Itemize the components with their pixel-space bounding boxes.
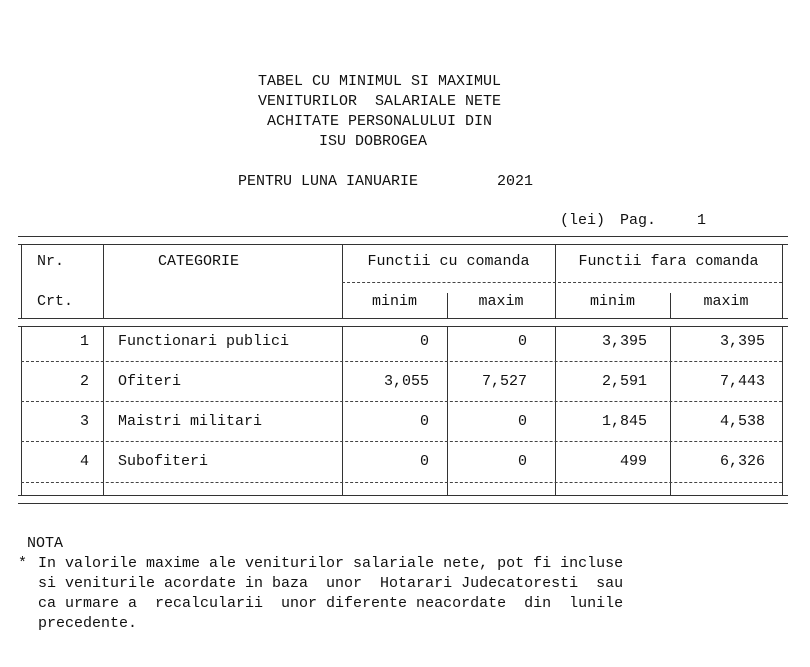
title-line-1: TABEL CU MINIMUL SI MAXIMUL xyxy=(258,73,502,90)
header-crt: Crt. xyxy=(37,293,74,310)
row-2-cu-max: 7,527 xyxy=(481,373,527,390)
row-3-nr: 3 xyxy=(79,413,89,430)
page-label: Pag. xyxy=(620,212,657,229)
row-3-fara-min: 1,845 xyxy=(601,413,647,430)
row-4-cu-max: 0 xyxy=(517,453,527,470)
row-separator xyxy=(21,482,782,483)
row-2-fara-max: 7,443 xyxy=(719,373,765,390)
period-year: 2021 xyxy=(497,173,534,190)
row-2-fara-min: 2,591 xyxy=(601,373,647,390)
header-category: CATEGORIE xyxy=(158,253,240,270)
header-fara-maxim: maxim xyxy=(703,293,749,310)
row-1-nr: 1 xyxy=(79,333,89,350)
table-vline xyxy=(782,245,783,318)
row-separator xyxy=(21,441,782,442)
note-line-2: si veniturile acordate in baza unor Hotarari Judecatoresti sau xyxy=(38,575,624,592)
page-number: 1 xyxy=(697,212,707,229)
unit-label: (lei) xyxy=(560,212,606,229)
row-4-category: Subofiteri xyxy=(118,453,209,470)
row-3-cu-min: 0 xyxy=(419,413,429,430)
note-title: NOTA xyxy=(27,535,64,552)
note-line-4: precedente. xyxy=(38,615,138,632)
row-2-nr: 2 xyxy=(79,373,89,390)
period-label: PENTRU LUNA IANUARIE xyxy=(238,173,419,190)
row-4-fara-max: 6,326 xyxy=(719,453,765,470)
row-1-fara-max: 3,395 xyxy=(719,333,765,350)
header-cu-minim: minim xyxy=(371,293,417,310)
title-line-3: ACHITATE PERSONALULUI DIN xyxy=(267,113,493,130)
row-1-cu-max: 0 xyxy=(517,333,527,350)
row-2-category: Ofiteri xyxy=(118,373,182,390)
header-nr: Nr. xyxy=(37,253,65,270)
title-line-4: ISU DOBROGEA xyxy=(319,133,428,150)
row-separator xyxy=(21,401,782,402)
row-1-category: Functionari publici xyxy=(118,333,290,350)
row-4-nr: 4 xyxy=(79,453,89,470)
table-vline xyxy=(103,245,104,318)
header-cu-maxim: maxim xyxy=(478,293,524,310)
title-line-2: VENITURILOR SALARIALE NETE xyxy=(258,93,502,110)
table-bottom-rule xyxy=(18,495,788,504)
row-1-fara-min: 3,395 xyxy=(601,333,647,350)
note-asterisk: * xyxy=(18,555,28,572)
note-line-1: In valorile maxime ale veniturilor salariale nete, pot fi incluse xyxy=(38,555,624,572)
table-vline xyxy=(782,327,783,495)
row-3-cu-max: 0 xyxy=(517,413,527,430)
header-group-fara-comanda: Functii fara comanda xyxy=(578,253,759,270)
row-1-cu-min: 0 xyxy=(419,333,429,350)
note-line-3: ca urmare a recalcularii unor diferente neacordate din lunile xyxy=(38,595,624,612)
header-group-cu-comanda: Functii cu comanda xyxy=(367,253,530,270)
row-separator xyxy=(21,361,782,362)
header-group-separator xyxy=(342,282,782,283)
header-fara-minim: minim xyxy=(589,293,635,310)
row-4-fara-min: 499 xyxy=(619,453,647,470)
table-vline xyxy=(21,245,22,318)
row-2-cu-min: 3,055 xyxy=(383,373,429,390)
row-3-fara-max: 4,538 xyxy=(719,413,765,430)
table-vline xyxy=(103,327,104,495)
row-3-category: Maistri militari xyxy=(118,413,263,430)
table-header-rule xyxy=(18,318,788,327)
row-4-cu-min: 0 xyxy=(419,453,429,470)
table-top-rule xyxy=(18,236,788,245)
